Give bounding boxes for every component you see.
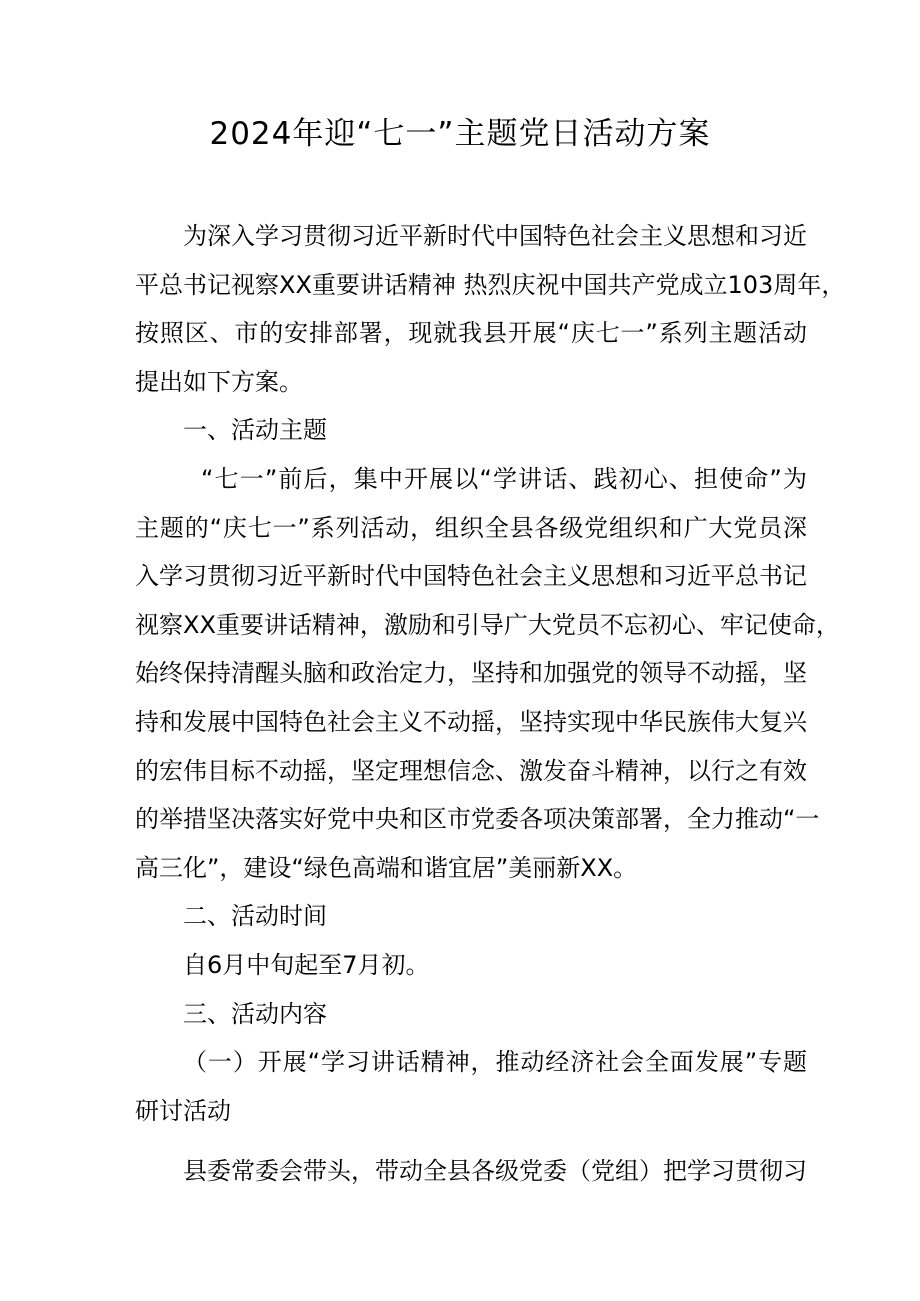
intro-line-3: 按照区、市的安排部署，现就我县开展“庆七一”系列主题活动 [135, 319, 807, 348]
section-3-paragraph-line: 县委常委会带头，带动全县各级党委（党组）把学习贯彻习 [183, 1157, 807, 1186]
section-3-subheading [135, 1038, 807, 1135]
section-1-line-4: 视察XX重要讲话精神，激励和引导广大党员不忘初心、牢记使命， [135, 610, 840, 639]
section-1-line-3: 入学习贯彻习近平新时代中国特色社会主义思想和习近平总书记 [135, 562, 807, 591]
section-1-line-2: 主题的“庆七一”系列活动，组织全县各级党组织和广大党员深 [135, 513, 807, 542]
document-title: 2024年迎“七一”主题党日活动方案 [209, 116, 711, 152]
section-1-line-9: 高三化”，建设“绿色高端和谐宜居”美丽新XX。 [135, 853, 638, 882]
intro-line-2: 平总书记视察XX重要讲话精神 热烈庆祝中国共产党成立103周年， [135, 270, 846, 299]
section-3-sub-line-2: 研讨活动 [135, 1096, 231, 1125]
section-2-heading: 二、活动时间 [183, 902, 327, 931]
section-3-heading: 三、活动内容 [183, 999, 327, 1028]
document-body [135, 212, 846, 1196]
section-1-line-6: 持和发展中国特色社会主义不动摇，坚持实现中华民族伟大复兴 [135, 707, 807, 736]
intro-paragraph [135, 212, 846, 406]
section-1-paragraph [135, 455, 840, 892]
intro-line-4: 提出如下方案。 [135, 367, 303, 396]
section-3-sub-line-1: （一）开展“学习讲话精神，推动经济社会全面发展”专题 [183, 1048, 807, 1077]
section-2-text: 自6月中旬起至7月初。 [183, 950, 430, 979]
intro-line-1: 为深入学习贯彻习近平新时代中国特色社会主义思想和习近 [183, 222, 807, 250]
section-1-line-1: “七一”前后，集中开展以“学讲话、践初心、担使命”为 [201, 464, 807, 493]
section-1-line-5: 始终保持清醒头脑和政治定力，坚持和加强党的领导不动摇，坚 [135, 659, 807, 688]
section-1-line-8: 的举措坚决落实好党中央和区市党委各项决策部署，全力推动“一 [135, 805, 820, 834]
section-1-heading: 一、活动主题 [183, 416, 327, 445]
section-1-line-7: 的宏伟目标不动摇，坚定理想信念、激发奋斗精神，以行之有效 [135, 756, 807, 785]
paragraph-gap [135, 1135, 807, 1147]
